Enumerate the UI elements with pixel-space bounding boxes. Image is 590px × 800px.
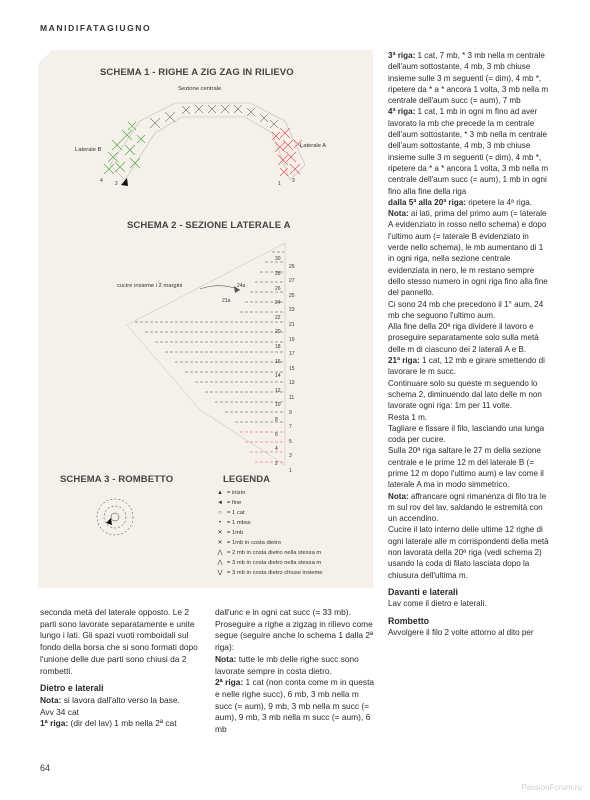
col3-nota2: Nota: affrancare ogni rimanenza di filo tra le m sul rov del lav, saldando le estremità con un accendino.	[388, 491, 547, 524]
schema1-diagram	[104, 103, 305, 186]
legend-item	[213, 559, 321, 567]
legend-text: = 1 mbss	[227, 520, 251, 526]
schema1-num-3: 3	[292, 178, 295, 184]
col2-row2: 2ª riga: 1 cat (non conta come m in questa e nelle righe succ), 6 mb, 3 mb nella m succ (= aum), 9 mb, 3 mb nella m succ (= aum), 9 mb, 3 mb nella m succ (= aum), 6 mb	[215, 677, 375, 735]
schema2-row-number: 23	[289, 307, 295, 314]
col3-p3: Continuare solo su queste m seguendo lo schema 2, diminuendo dal lato delle m non lavorate ogni riga: 1m per 11 volte.	[388, 378, 542, 411]
column-2	[215, 607, 375, 736]
col3-row21: 21ª riga: 1 cat, 12 mb e girare smettendo di lavorare le m succ.	[388, 356, 545, 377]
magazine-name: MANIDIFATA	[40, 23, 108, 33]
legend-text: = 2 mb in costa dietro nella stessa m	[227, 550, 322, 556]
legend-symbol-icon: ⋀	[217, 560, 223, 566]
legend-item	[213, 519, 251, 527]
col2-p2: Proseguire a righe a zigzag in rilievo come segue (seguire anche lo schema 1 dalla 2ª riga):	[215, 618, 374, 653]
col1-avv: Avv 34 cat	[40, 706, 79, 717]
legend-symbol-icon: ⋁	[217, 570, 223, 576]
schema1-title: SCHEMA 1 - RIGHE A ZIG ZAG IN RILIEVO	[100, 67, 294, 78]
schema2-row-number: 10	[275, 402, 281, 409]
col3-p1: Ci sono 24 mb che precedono il 1° aum, 24 mb che seguono l'ultimo aum.	[388, 299, 544, 320]
legend-item	[213, 539, 281, 547]
legend-text: = inizio	[227, 490, 246, 496]
watermark: PassionForum.ru	[521, 783, 582, 792]
schema2-row-number: 6	[275, 431, 278, 438]
legend-symbol-icon: ◄	[217, 500, 223, 506]
legend-symbol-icon: ⋀	[217, 550, 223, 556]
schema1-center-label: Sezione centrale	[178, 86, 222, 92]
col2-p1: dall'unc e in ogni cat succ (= 33 mb).	[215, 607, 351, 617]
schema1-num-4: 4	[100, 178, 103, 184]
schema2-row-number: 17	[289, 351, 295, 358]
col3-row4: 4ª riga: 1 cat, 1 mb in ogni m fino ad aver lavorato la mb che precede la m centrale dell'aum sottostante, * 3 mb nella m centrale dell'aum sottostante, 4 mb, 3 mb chiuse insieme sulle 3 m seguenti (= dim), 4 mb *, ripetere da * a * ancora 1 volta, 3 mb nella m centrale dell'aum succ (= aum), 1 mb in ogni fino alla fine della riga	[388, 107, 549, 196]
schema2-row-number: 5	[289, 438, 292, 445]
schema2-row-number: 12	[275, 387, 281, 394]
schema2-row-number: 25	[289, 292, 295, 299]
legend-item	[213, 529, 243, 537]
schema1-right-red	[272, 128, 302, 176]
schema2-row-number: 15	[289, 365, 295, 372]
schema2-row-number: 13	[289, 380, 295, 387]
schema3-title: SCHEMA 3 - ROMBETTO	[60, 474, 174, 485]
schema2-row-number: 2	[275, 460, 278, 467]
col2-nota: Nota: tutte le mb delle righe succ sono lavorate sempre in costa dietro.	[215, 653, 359, 676]
schema1-num-1: 1	[278, 181, 281, 187]
schema2-row-number: 24	[275, 300, 281, 307]
issue-month: GIUGNO	[107, 23, 152, 33]
schema2-diagram	[127, 243, 285, 465]
legend-item	[213, 509, 245, 517]
schema2-row-number: 14	[275, 373, 281, 380]
schema2-row-number: 26	[275, 285, 281, 292]
legend-symbol-icon: ✕	[217, 540, 223, 546]
schema1-left-label: Laterale B	[75, 147, 102, 153]
section-heading-davanti: Davanti e laterali	[388, 586, 458, 597]
col3-row3: 3ª riga: 1 cat, 7 mb, * 3 mb nella m centrale dell'aum sottostante, 4 mb, 3 mb chiuse insieme sulle 3 m seguenti (= dim), 4 mb *, ripetere da * a * ancora 1 volta, 3 mb nella m centrale dell'aum succ (= aum), 7 mb	[388, 51, 549, 106]
col3-row5: dalla 5ª alla 20ª riga: ripetere la 4ª riga.	[388, 197, 532, 207]
schema2-row-number: 7	[289, 424, 292, 431]
legend-item	[213, 489, 245, 497]
col3-p5: Tagliare e fissare il filo, lasciando una lunga coda per cucire.	[388, 423, 545, 445]
section-heading-rombetto: Rombetto	[388, 615, 430, 626]
legend-symbol-icon: •	[218, 520, 222, 526]
schema2-row-number: 9	[289, 409, 292, 416]
col3-p8: Lav come il dietro e laterali.	[388, 599, 487, 609]
col1-paragraph: seconda metà del laterale opposto. Le 2 parti sono lavorate separatamente e unite lungo i lati. Gli spazi vuoti romboidali sul fondo della borsa che si sono formati dopo l'unione delle due parti sono chiusi da 2 rombetti.	[40, 607, 198, 676]
legend-item	[213, 569, 323, 577]
schema2-mark-24a: 24a	[237, 283, 246, 289]
schema2-row-number: 4	[275, 446, 278, 453]
schema2-row-number: 22	[275, 314, 281, 321]
schema1-left-green	[104, 122, 145, 174]
schema2-row-number: 20	[275, 329, 281, 336]
legend-text: = fine	[227, 500, 242, 506]
legend-symbol-icon: ○	[218, 510, 222, 516]
schema1-num-2: 2	[115, 181, 118, 187]
legend-text: = 1mb in costa dietro	[227, 540, 281, 546]
schema2-row-number: 8	[275, 416, 278, 423]
legend-text: = 1mb	[227, 530, 244, 536]
col1-row1: 1ª riga: (dir del lav) 1 mb nella 2ª cat	[40, 718, 177, 729]
sew-arrow	[200, 286, 240, 290]
legend-text: = 3 mb in costa dietro chiuse insieme	[227, 570, 323, 576]
col3-p6: Sulla 20ª riga saltare le 27 m della sezione centrale e le prime 12 m del laterale B (= prime 12 m dopo l'ultimo aum) e lav come il laterale A ma in modo simmetrico.	[388, 446, 544, 490]
legend-item	[213, 499, 241, 507]
page-number: 64	[40, 763, 51, 773]
schema2-stitch-rows	[135, 252, 284, 422]
section-heading-dietro: Dietro e laterali	[40, 683, 104, 694]
schema2-row-number: 3	[289, 453, 292, 460]
legend-item	[213, 549, 321, 557]
col3-p9: Avvolgere il filo 2 volte attorno al dito per	[388, 627, 534, 637]
legend-symbol-icon: ▲	[217, 490, 223, 496]
legend-text: = 1 cat	[227, 510, 245, 516]
schema1-right-label: Laterale A	[300, 143, 327, 149]
schema2-row-number: 11	[289, 395, 295, 401]
schema2-title: SCHEMA 2 - SEZIONE LATERALE A	[127, 220, 291, 231]
col1-nota: Nota: si lavora dall'alto verso la base.	[40, 694, 180, 705]
schema2-mark-21a: 21a	[222, 298, 231, 304]
col3-p4: Resta 1 m.	[388, 412, 428, 422]
schema2-row-number: 16	[275, 358, 281, 365]
legend-text: = 3 mb in costa dietro nella stessa m	[227, 560, 322, 566]
legend-symbol-icon: ✕	[217, 530, 223, 536]
column-3	[388, 50, 550, 638]
schema2-row-number: 19	[289, 336, 295, 343]
legend-title: LEGENDA	[223, 474, 271, 485]
col3-nota: Nota: ai lati, prima del primo aum (= laterale A evidenziato in rosso nello schema) e dopo l'ultimo aum (= laterale B evidenziato in verde nello schema), le mb aumentano di 1 in ogni riga, nella sezione centrale evidenziata in nero, le m restano sempre dello stesso numero in ogni riga fino alla fine del pannello.	[388, 209, 548, 298]
col3-p7: Cucire il lato interno delle ultime 12 righe di ogni laterale alle m corrispondenti della metà non lavorata della 20ª riga (vedi schema 2) usando la coda di filato lasciata dopo la chiusura dell'ultima m.	[388, 525, 549, 580]
schema2-row-number: 1	[289, 468, 292, 474]
schema2-row-number: 28	[275, 270, 281, 277]
schema2-row-number: 30	[275, 256, 281, 263]
schema3-diagram	[97, 499, 133, 535]
column-1	[40, 607, 205, 730]
schema2-row-number: 27	[289, 278, 295, 285]
schema2-sew-note: cucire insieme i 2 margini	[117, 283, 183, 289]
schema2-row-number: 21	[289, 322, 295, 328]
schema2-row-number: 29	[289, 263, 295, 270]
schema2-row-number: 18	[275, 343, 281, 350]
col3-p2: Alla fine della 20ª riga dividere il lavoro e proseguire separatamente solo sulla metà delle m di ciascuno dei 2 laterali A e B.	[388, 322, 539, 354]
